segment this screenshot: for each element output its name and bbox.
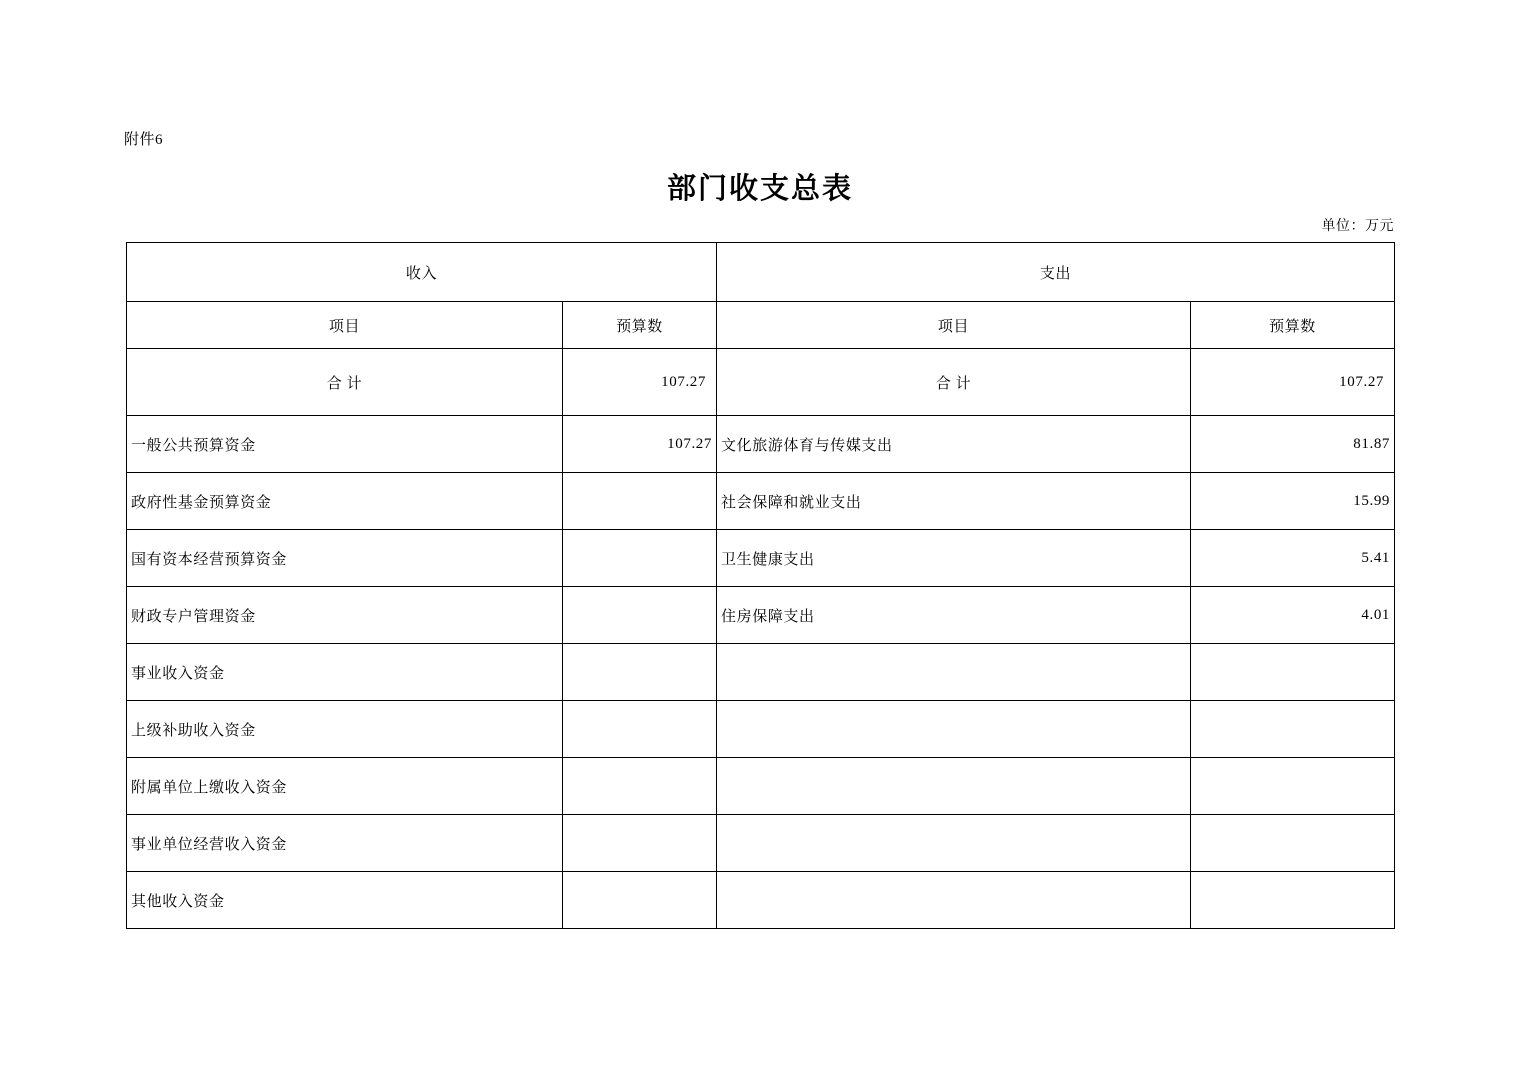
income-item-label: 一般公共预算资金 — [127, 416, 563, 473]
total-expenditure-value: 107.27 — [1191, 349, 1395, 416]
table-row — [127, 587, 1395, 644]
expenditure-item-value: 5.41 — [1191, 530, 1395, 587]
income-item-value — [563, 758, 717, 815]
table-row — [127, 530, 1395, 587]
expenditure-item-value — [1191, 815, 1395, 872]
table-group-header-row — [127, 243, 1395, 302]
expenditure-item-label: 卫生健康支出 — [717, 530, 1191, 587]
income-item-value — [563, 473, 717, 530]
table-row — [127, 815, 1395, 872]
table-column-header-row — [127, 302, 1395, 349]
expenditure-item-label — [717, 872, 1191, 929]
total-income-value: 107.27 — [563, 349, 717, 416]
income-item-value — [563, 815, 717, 872]
total-income-label: 合 计 — [127, 349, 563, 416]
table-row — [127, 758, 1395, 815]
expenditure-item-label: 住房保障支出 — [717, 587, 1191, 644]
expenditure-item-label: 文化旅游体育与传媒支出 — [717, 416, 1191, 473]
budget-summary-table — [126, 242, 1395, 929]
income-item-label: 其他收入资金 — [127, 872, 563, 929]
column-header-income-item: 项目 — [127, 302, 563, 349]
table-row — [127, 872, 1395, 929]
attachment-label: 附件6 — [124, 132, 164, 148]
table-row — [127, 644, 1395, 701]
expenditure-item-value — [1191, 758, 1395, 815]
income-item-label: 上级补助收入资金 — [127, 701, 563, 758]
group-header-expenditure: 支出 — [717, 243, 1395, 302]
expenditure-item-label: 社会保障和就业支出 — [717, 473, 1191, 530]
table-row-total — [127, 349, 1395, 416]
column-header-expenditure-item: 项目 — [717, 302, 1191, 349]
income-item-label: 政府性基金预算资金 — [127, 473, 563, 530]
expenditure-item-label — [717, 644, 1191, 701]
unit-note: 单位：万元 — [1321, 219, 1394, 234]
group-header-income: 收入 — [127, 243, 717, 302]
income-item-label: 附属单位上缴收入资金 — [127, 758, 563, 815]
income-item-value — [563, 587, 717, 644]
income-item-label: 事业收入资金 — [127, 644, 563, 701]
expenditure-item-label — [717, 758, 1191, 815]
expenditure-item-value: 4.01 — [1191, 587, 1395, 644]
expenditure-item-value — [1191, 701, 1395, 758]
income-item-label: 国有资本经营预算资金 — [127, 530, 563, 587]
column-header-expenditure-budget: 预算数 — [1191, 302, 1395, 349]
table-row — [127, 416, 1395, 473]
expenditure-item-label — [717, 815, 1191, 872]
page-title: 部门收支总表 — [666, 173, 853, 205]
expenditure-item-label — [717, 701, 1191, 758]
expenditure-item-value — [1191, 644, 1395, 701]
column-header-income-budget: 预算数 — [563, 302, 717, 349]
income-item-value — [563, 872, 717, 929]
income-item-value — [563, 701, 717, 758]
income-item-value: 107.27 — [563, 416, 717, 473]
expenditure-item-value: 81.87 — [1191, 416, 1395, 473]
total-expenditure-label: 合 计 — [717, 349, 1191, 416]
income-item-label: 财政专户管理资金 — [127, 587, 563, 644]
expenditure-item-value: 15.99 — [1191, 473, 1395, 530]
income-item-label: 事业单位经营收入资金 — [127, 815, 563, 872]
income-item-value — [563, 644, 717, 701]
income-item-value — [563, 530, 717, 587]
table-row — [127, 473, 1395, 530]
table-row — [127, 701, 1395, 758]
expenditure-item-value — [1191, 872, 1395, 929]
